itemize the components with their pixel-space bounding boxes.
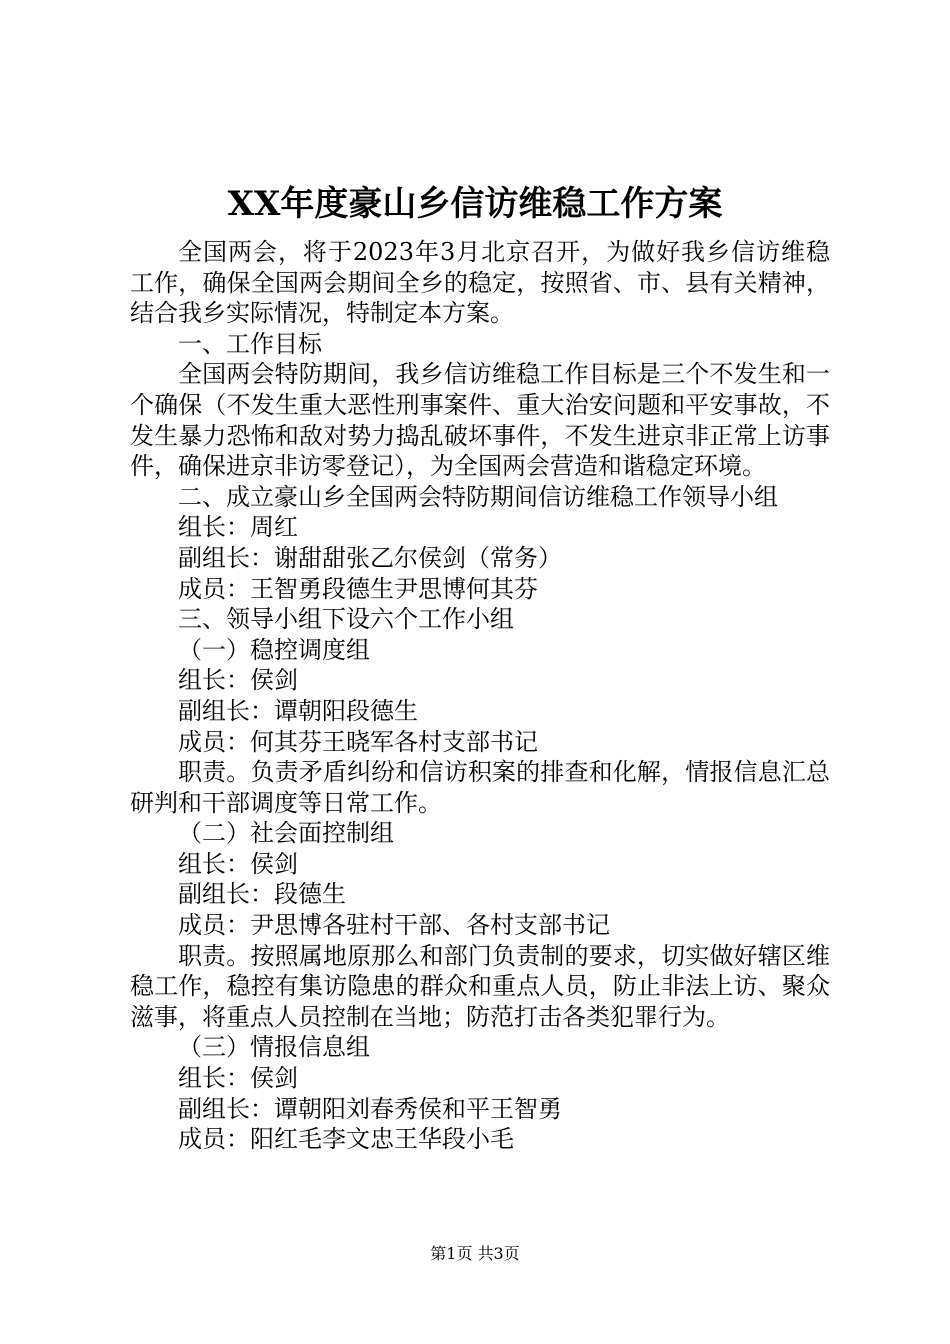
- subgroup-3-deputy: 副组长：谭朝阳刘春秀侯和平王智勇: [178, 1094, 562, 1123]
- section-heading-1: 一、工作目标: [178, 329, 322, 358]
- subgroup-1-leader: 组长：侯剑: [178, 666, 298, 695]
- section-heading-2: 二、成立豪山乡全国两会特防期间信访维稳工作领导小组: [178, 482, 778, 511]
- subgroup-1-duties: 职责。负责矛盾纠纷和信访积案的排查和化解，情报信息汇总研判和干部调度等日常工作。: [130, 758, 830, 817]
- subgroup-1-deputy: 副组长：谭朝阳段德生: [178, 696, 418, 725]
- subgroup-heading-2: （二）社会面控制组: [178, 819, 394, 848]
- subgroup-heading-3: （三）情报信息组: [178, 1033, 370, 1062]
- subgroup-2-duties: 职责。按照属地原那么和部门负责制的要求，切实做好辖区维稳工作，稳控有集访隐患的群众和重点人员，防止非法上访、聚众滋事，将重点人员控制在当地；防范打击各类犯罪行为。: [130, 941, 830, 1031]
- subgroup-2-members: 成员：尹思博各驻村干部、各村支部书记: [178, 911, 610, 940]
- page-number-footer: 第1页 共3页: [430, 1244, 520, 1263]
- paragraph-intro: 全国两会，将于2023年3月北京召开，为做好我乡信访维稳工作，确保全国两会期间全乡的稳定，按照省、市、县有关精神，结合我乡实际情况，特制定本方案。: [130, 238, 830, 328]
- paragraph-goals: 全国两会特防期间，我乡信访维稳工作目标是三个不发生和一个确保（不发生重大恶性刑事案件、重大治安问题和平安事故，不发生暴力恐怖和敌对势力捣乱破坏事件，不发生进京非正常上访事件，确保进京非访零登记），为全国两会营造和谐稳定环境。: [130, 360, 830, 481]
- section-heading-3: 三、领导小组下设六个工作小组: [178, 605, 514, 634]
- subgroup-heading-1: （一）稳控调度组: [178, 635, 370, 664]
- subgroup-3-leader: 组长：侯剑: [178, 1064, 298, 1093]
- subgroup-3-members: 成员：阳红毛李文忠王华段小毛: [178, 1125, 514, 1154]
- subgroup-2-deputy: 副组长：段德生: [178, 880, 346, 909]
- subgroup-1-members: 成员：何其芬王晓军各村支部书记: [178, 727, 538, 756]
- members-line: 成员：王智勇段德生尹思博何其芬: [178, 574, 538, 603]
- subgroup-2-leader: 组长：侯剑: [178, 849, 298, 878]
- document-body: [130, 237, 830, 1155]
- deputy-leader-line: 副组长：谢甜甜张乙尔侯剑（常务）: [178, 543, 562, 572]
- leader-line: 组长：周红: [178, 513, 298, 542]
- document-title: XX年度豪山乡信访维稳工作方案: [227, 184, 723, 224]
